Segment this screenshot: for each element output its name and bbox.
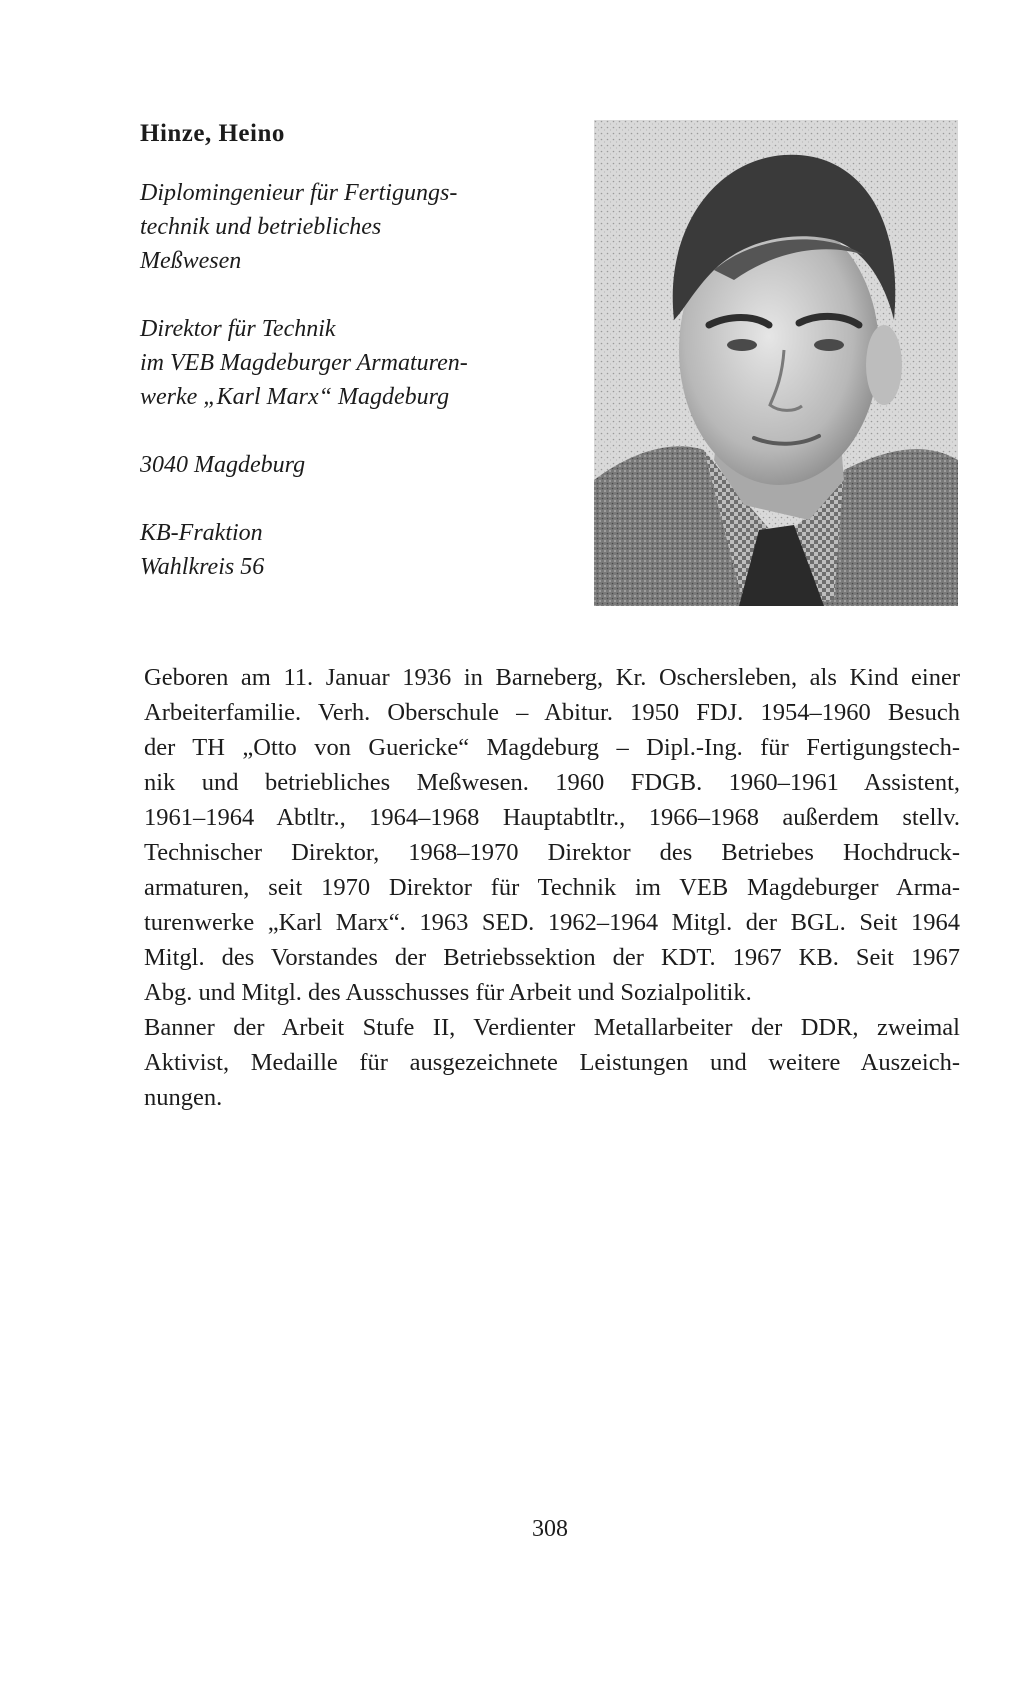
awards-line: Aktivist, Medaille für ausgezeichnete Leistungen und weitere Auszeich- [144, 1049, 960, 1076]
page-number: 308 [532, 1516, 568, 1542]
biography-line: armaturen, seit 1970 Direktor für Technik im VEB Magdeburger Arma- [144, 874, 960, 901]
biography-line: Arbeiterfamilie. Verh. Oberschule – Abitur. 1950 FDJ. 1954–1960 Besuch [144, 699, 960, 726]
position [140, 312, 560, 414]
position-line: im VEB Magdeburger Armaturen- [140, 350, 468, 376]
faction [140, 516, 560, 584]
biography-line: der TH „Otto von Guericke“ Magdeburg – Dipl.-Ing. für Fertigungstech- [144, 734, 960, 761]
awards-line: Banner der Arbeit Stufe II, Verdienter Metallarbeiter der DDR, zweimal [144, 1014, 960, 1041]
profession-line: Diplomingenieur für Fertigungs- [140, 180, 458, 206]
biography-line: 1961–1964 Abtltr., 1964–1968 Hauptabtltr., 1966–1968 außerdem stellv. [144, 804, 960, 831]
biography [144, 660, 960, 1115]
portrait-photo [594, 120, 958, 606]
address [140, 448, 560, 482]
profession-line: technik und betriebliches [140, 214, 382, 240]
portrait-image [594, 120, 958, 606]
biography-line: Mitgl. des Vorstandes der Betriebssektion der KDT. 1967 KB. Seit 1967 [144, 944, 960, 971]
biography-line: Technischer Direktor, 1968–1970 Direktor des Betriebes Hochdruck- [144, 839, 960, 866]
profession [140, 176, 560, 278]
biography-line: Geboren am 11. Januar 1936 in Barneberg, Kr. Oschersleben, als Kind einer [144, 664, 960, 691]
awards-line: nungen. [144, 1084, 223, 1111]
person-name: Hinze, Heino [140, 120, 285, 147]
faction-line: KB-Fraktion [140, 520, 263, 546]
biography-line: Abg. und Mitgl. des Ausschusses für Arbeit und Sozialpolitik. [144, 979, 752, 1006]
biography-line: nik und betriebliches Meßwesen. 1960 FDGB. 1960–1961 Assistent, [144, 769, 960, 796]
position-line: werke „Karl Marx“ Magdeburg [140, 384, 450, 410]
address-line: 3040 Magdeburg [140, 452, 306, 478]
biography-line: turenwerke „Karl Marx“. 1963 SED. 1962–1964 Mitgl. der BGL. Seit 1964 [144, 909, 960, 936]
position-line: Direktor für Technik [140, 316, 336, 342]
person-info [140, 176, 560, 618]
faction-line: Wahlkreis 56 [140, 554, 265, 580]
profession-line: Meßwesen [140, 248, 242, 274]
